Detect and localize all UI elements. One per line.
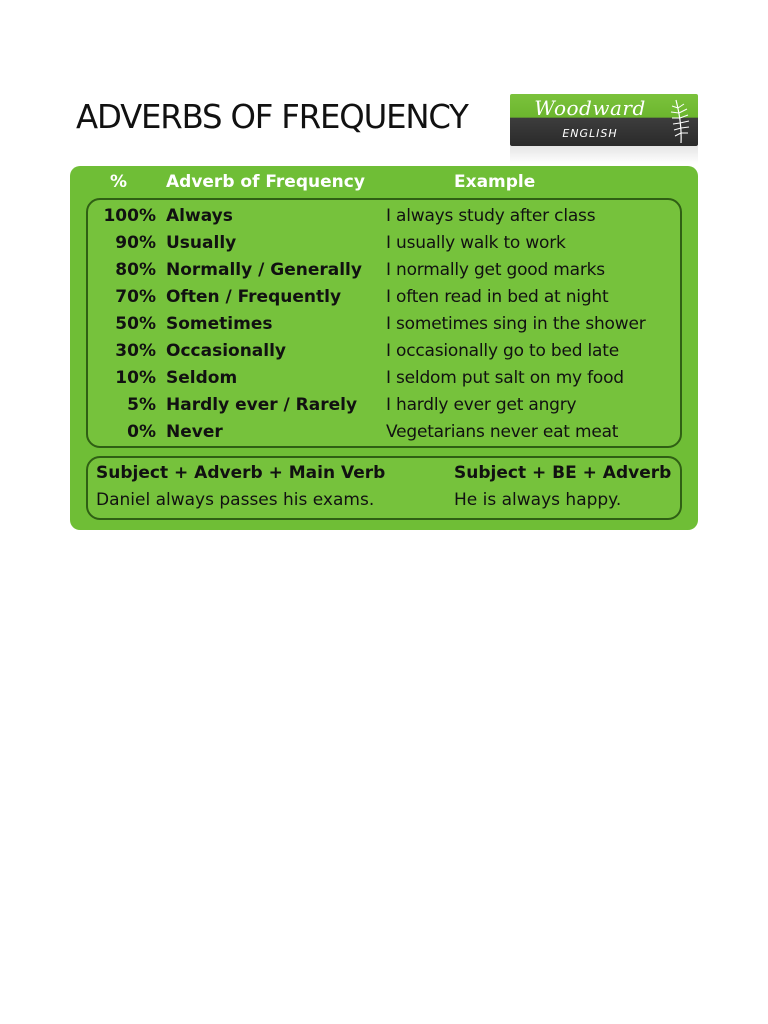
table-row bbox=[88, 368, 682, 395]
row-example: I usually walk to work bbox=[386, 233, 566, 253]
table-row bbox=[88, 314, 682, 341]
logo-reflection bbox=[510, 146, 698, 164]
column-header-example: Example bbox=[454, 172, 536, 192]
table-row bbox=[88, 287, 682, 314]
page-title: ADVERBS OF FREQUENCY bbox=[76, 97, 468, 136]
row-adverb: Seldom bbox=[166, 368, 238, 388]
row-percent: 100% bbox=[103, 206, 156, 226]
row-percent: 70% bbox=[115, 287, 156, 307]
row-percent: 30% bbox=[115, 341, 156, 361]
row-adverb: Sometimes bbox=[166, 314, 273, 334]
column-header-adverb: Adverb of Frequency bbox=[166, 172, 365, 192]
row-percent: 5% bbox=[127, 395, 156, 415]
row-example: I hardly ever get angry bbox=[386, 395, 577, 415]
row-example: I often read in bed at night bbox=[386, 287, 609, 307]
woodward-logo bbox=[510, 94, 698, 146]
row-adverb: Hardly ever / Rarely bbox=[166, 395, 358, 415]
rule-adverb-main-verb-example: Daniel always passes his exams. bbox=[96, 490, 375, 510]
rule-be-adverb-heading: Subject + BE + Adverb bbox=[454, 463, 672, 483]
row-adverb: Occasionally bbox=[166, 341, 287, 361]
row-adverb: Never bbox=[166, 422, 223, 442]
table-row bbox=[88, 422, 682, 449]
row-example: I seldom put salt on my food bbox=[386, 368, 624, 388]
row-adverb: Normally / Generally bbox=[166, 260, 362, 280]
logo-brand-text: Woodward bbox=[534, 96, 646, 120]
row-percent: 80% bbox=[115, 260, 156, 280]
row-adverb: Often / Frequently bbox=[166, 287, 342, 307]
row-example: Vegetarians never eat meat bbox=[386, 422, 619, 442]
sentence-structure-box bbox=[86, 456, 682, 520]
row-percent: 10% bbox=[115, 368, 156, 388]
row-adverb: Always bbox=[166, 206, 233, 226]
table-row bbox=[88, 341, 682, 368]
rule-adverb-main-verb-heading: Subject + Adverb + Main Verb bbox=[96, 463, 386, 483]
row-example: I always study after class bbox=[386, 206, 596, 226]
table-row bbox=[88, 233, 682, 260]
green-panel bbox=[70, 166, 698, 530]
row-percent: 50% bbox=[115, 314, 156, 334]
row-example: I occasionally go to bed late bbox=[386, 341, 619, 361]
column-header-percent: % bbox=[110, 172, 128, 192]
logo-sub-text: ENGLISH bbox=[562, 127, 618, 140]
row-example: I normally get good marks bbox=[386, 260, 605, 280]
row-percent: 90% bbox=[115, 233, 156, 253]
row-percent: 0% bbox=[127, 422, 156, 442]
row-adverb: Usually bbox=[166, 233, 237, 253]
table-row bbox=[88, 206, 682, 233]
row-example: I sometimes sing in the shower bbox=[386, 314, 646, 334]
fern-icon bbox=[670, 98, 692, 144]
adverbs-of-frequency-card bbox=[70, 94, 698, 530]
table-row bbox=[88, 260, 682, 287]
table-row bbox=[88, 395, 682, 422]
frequency-table bbox=[86, 198, 682, 448]
rule-be-adverb-example: He is always happy. bbox=[454, 490, 622, 510]
